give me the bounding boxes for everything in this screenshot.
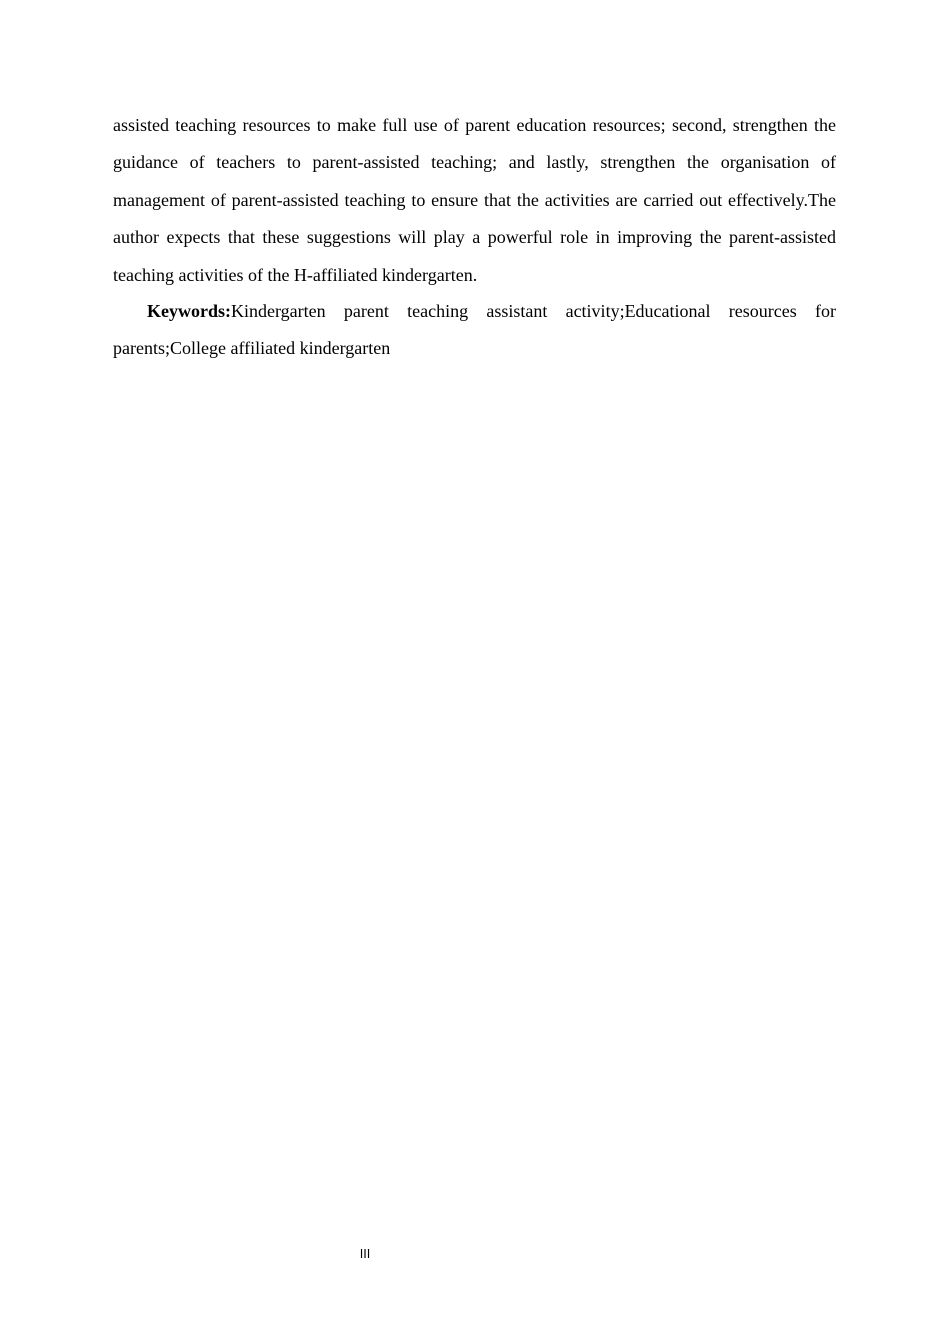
page-number: III — [359, 1247, 371, 1261]
abstract-paragraph: assisted teaching resources to make full use of parent education resources; second, strengthen the guidance of teachers to parent-assisted teaching; and lastly, strengthen the organisation of management of parent-assisted teaching to ensure that the activities are carried out effectively.The author expects that these suggestions will play a powerful role in improving the parent-assisted teaching activities of the H-affiliated kindergarten. — [113, 115, 836, 285]
keywords-label: Keywords: — [147, 301, 231, 321]
keywords-paragraph — [113, 293, 836, 368]
keywords-text: Kindergarten parent teaching assistant activity;Educational resources for parents;College affiliated kindergarten — [113, 301, 836, 359]
